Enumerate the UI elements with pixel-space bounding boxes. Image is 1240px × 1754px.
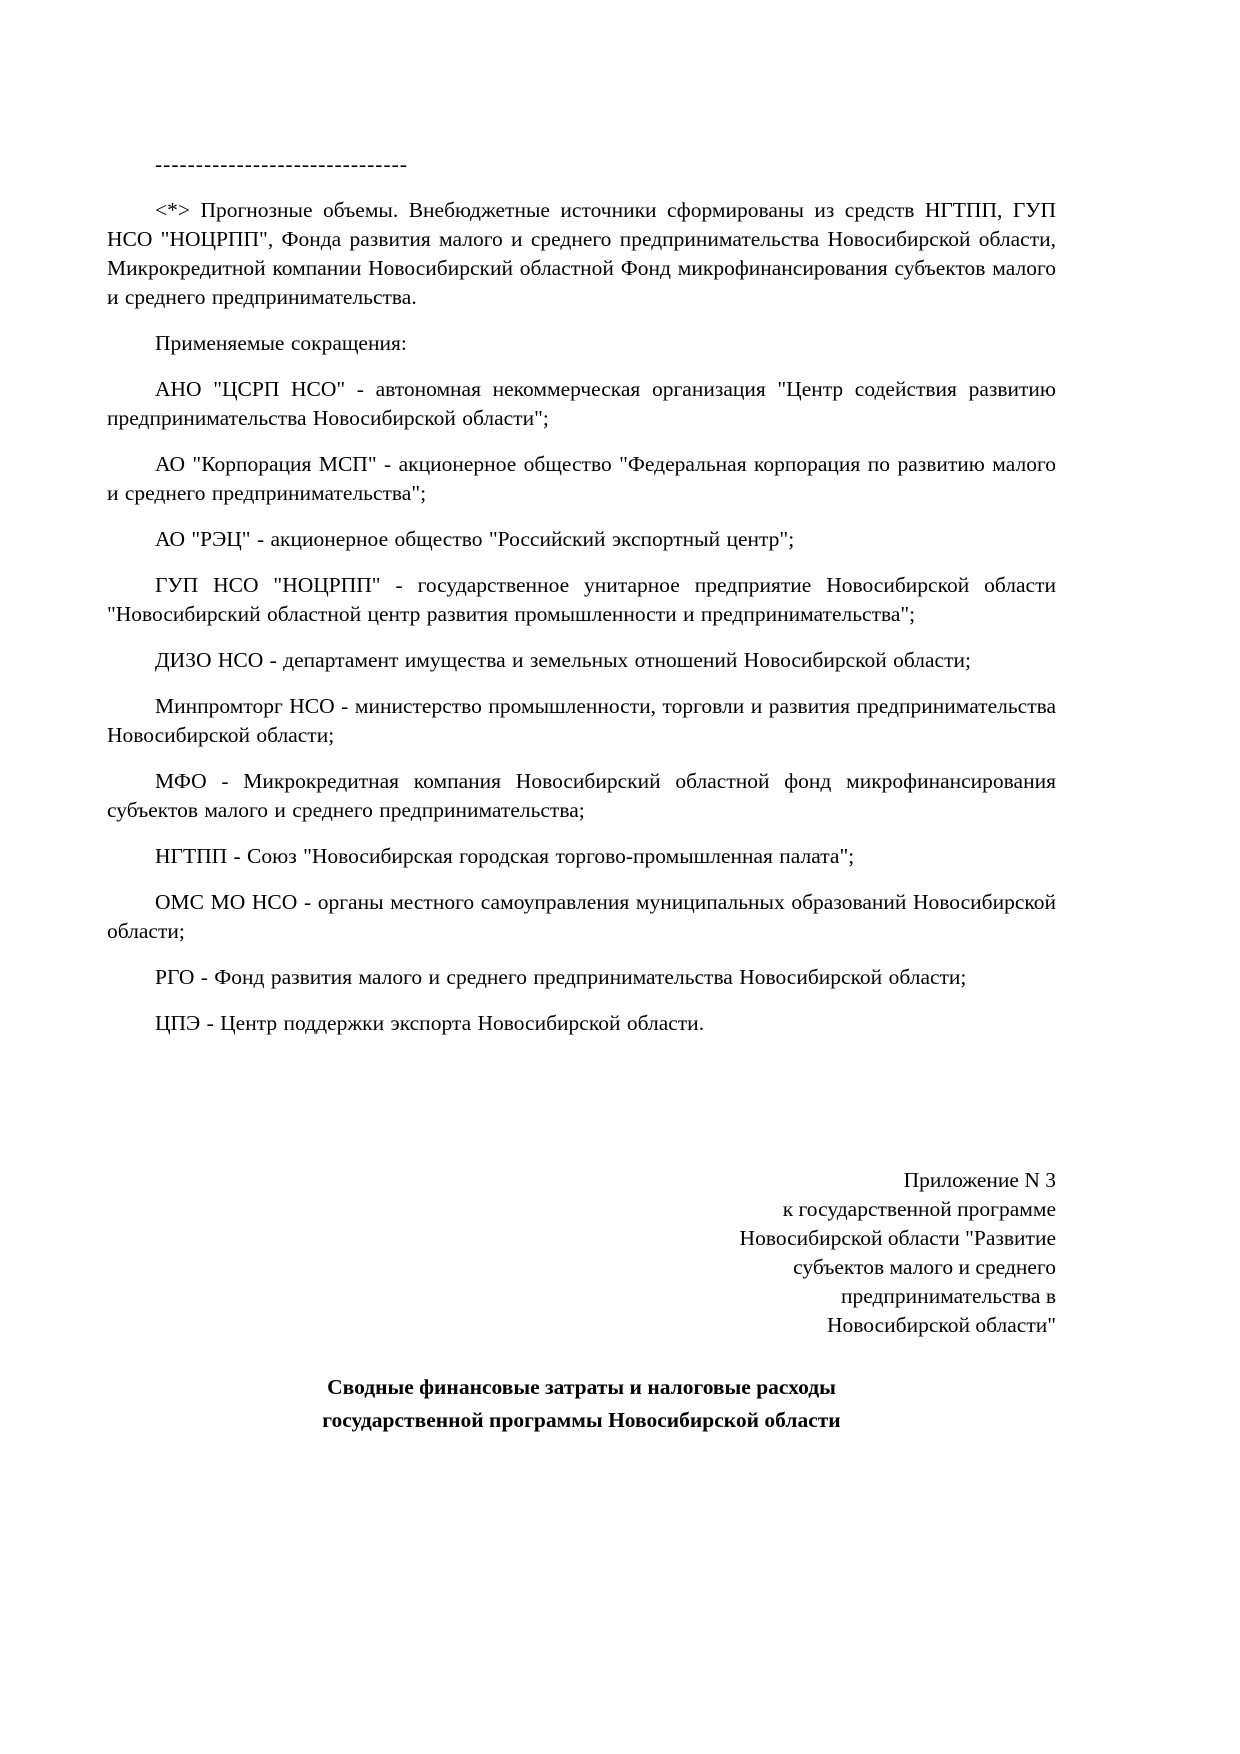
annex-line: предпринимательства в — [840, 1284, 1056, 1308]
abbreviations-heading: Применяемые сокращения: — [155, 331, 407, 355]
annex-line: к государственной программе — [782, 1197, 1056, 1221]
abbreviation-item: МФО - Микрокредитная компания Новосибирский областной фонд микрофинансирования субъектов малого и среднего предпринимательства; — [107, 769, 1056, 822]
abbreviation-item: ОМС МО НСО - органы местного самоуправления муниципальных образований Новосибирской области; — [107, 890, 1056, 943]
annex-line: Приложение N 3 — [903, 1168, 1056, 1192]
annex-line: Новосибирской области" — [827, 1313, 1056, 1337]
annex-block — [107, 1166, 1056, 1340]
abbreviation-item: Минпромторг НСО - министерство промышленности, торговли и развития предпринимательства Новосибирской области; — [107, 694, 1056, 747]
footnote-paragraph: <*> Прогнозные объемы. Внебюджетные источники сформированы из средств НГТПП, ГУП НСО "НОЦРПП", Фонда развития малого и среднего предпринимательства Новосибирской области, Микрокредитной компании Новосибирский областной Фонд микрофинансирования субъектов малого и среднего предпринимательства. — [107, 198, 1056, 309]
separator-line: ------------------------------- — [155, 152, 408, 176]
abbreviation-item: ДИЗО НСО - департамент имущества и земельных отношений Новосибирской области; — [155, 648, 971, 672]
abbreviation-item: РГО - Фонд развития малого и среднего предпринимательства Новосибирской области; — [155, 965, 967, 989]
document-title-line: государственной программы Новосибирской области — [322, 1408, 841, 1432]
abbreviation-item: НГТПП - Союз "Новосибирская городская торгово-промышленная палата"; — [155, 844, 855, 868]
abbreviation-item: ГУП НСО "НОЦРПП" - государственное унитарное предприятие Новосибирской области "Новосибирский областной центр развития промышленности и предпринимательства"; — [107, 573, 1056, 626]
annex-line: субъектов малого и среднего — [793, 1255, 1056, 1279]
abbreviation-item: АО "РЭЦ" - акционерное общество "Российский экспортный центр"; — [155, 527, 795, 551]
abbreviation-item: ЦПЭ - Центр поддержки экспорта Новосибирской области. — [155, 1011, 705, 1035]
document-title — [107, 1371, 1056, 1437]
abbreviation-item: АО "Корпорация МСП" - акционерное общество "Федеральная корпорация по развитию малого и среднего предпринимательства"; — [107, 452, 1056, 505]
abbreviation-item: АНО "ЦСРП НСО" - автономная некоммерческая организация "Центр содействия развитию предпринимательства Новосибирской области"; — [107, 377, 1056, 430]
document-title-line: Сводные финансовые затраты и налоговые расходы — [327, 1375, 836, 1399]
annex-line: Новосибирской области "Развитие — [739, 1226, 1056, 1250]
